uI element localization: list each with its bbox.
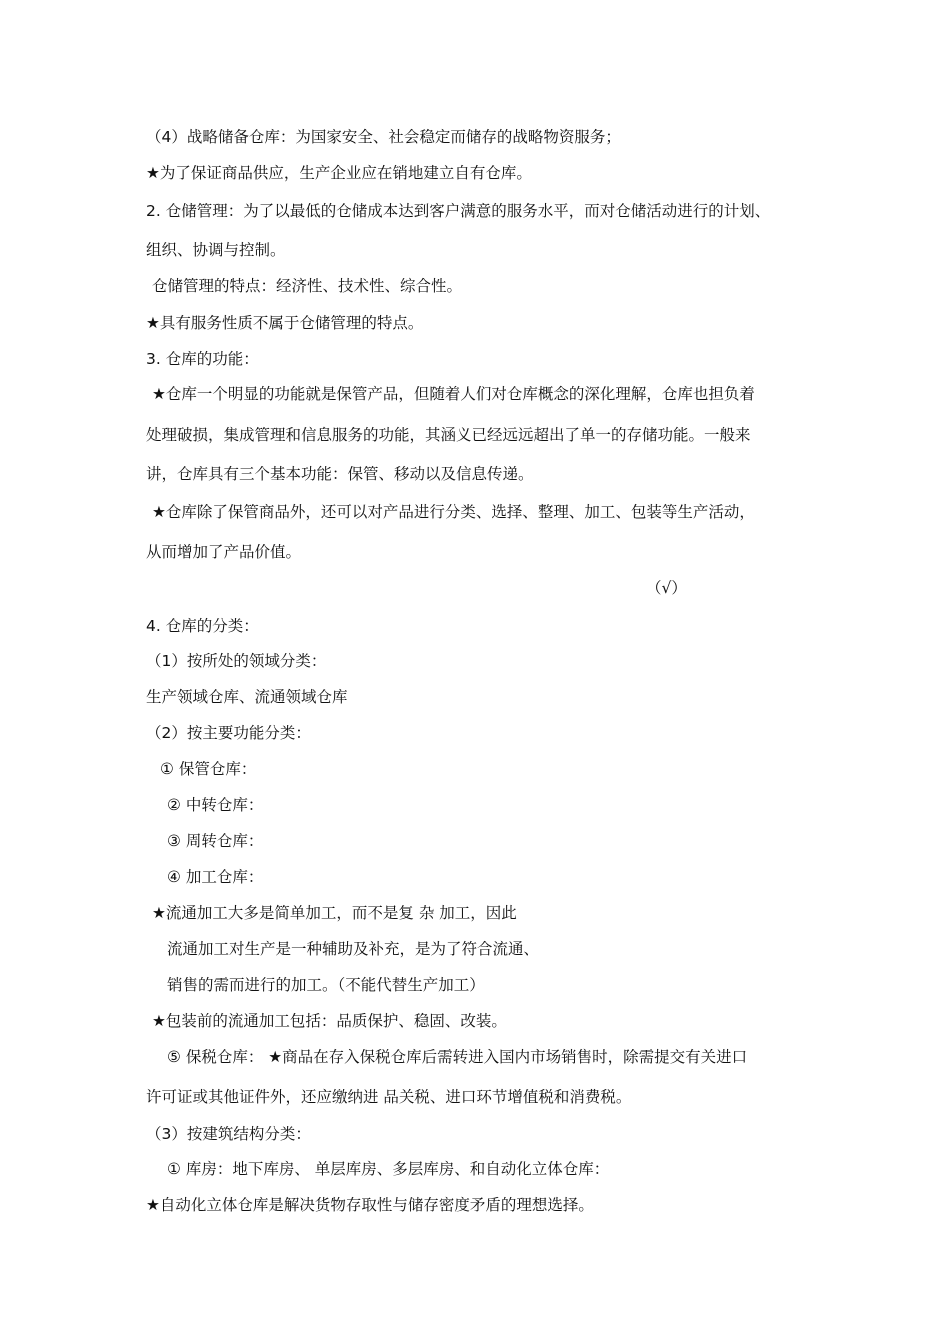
text-line-processing-note-3: 销售的需而进行的加工。（不能代替生产加工） (167, 976, 485, 994)
text-line-value-added-2: 从而增加了产品价值。 (146, 543, 302, 561)
text-line-processing-note-2: 流通加工对生产是一种辅助及补充，是为了符合流通、 (167, 940, 540, 958)
list-item-turnover-warehouse: ③ 周转仓库： (167, 832, 264, 850)
text-line-processing-note-1: ★流通加工大多是简单加工，而不是复 杂 加工，因此 (152, 904, 517, 922)
section-heading-warehouse-classification: 4. 仓库的分类： (146, 617, 259, 635)
answer-mark-check: （√） (646, 579, 687, 597)
text-line-star-supply-note: ★为了保证商品供应，生产企业应在销地建立自有仓库。 (146, 164, 532, 182)
list-item-custody-warehouse: ① 保管仓库： (160, 760, 257, 778)
text-line-star-service-note: ★具有服务性质不属于仓储管理的特点。 (146, 314, 424, 332)
text-line-value-added-1: ★仓库除了保管商品外，还可以对产品进行分类、选择、整理、加工、包装等生产活动， (152, 503, 755, 521)
list-item-processing-warehouse: ④ 加工仓库： (167, 868, 264, 886)
text-line-automated-warehouse-note: ★自动化立体仓库是解决货物存取性与储存密度矛盾的理想选择。 (146, 1196, 594, 1214)
text-line-functions-para-1: ★仓库一个明显的功能就是保管产品，但随着人们对仓库概念的深化理解，仓库也担负着 (152, 385, 755, 403)
text-line-management-features: 仓储管理的特点：经济性、技术性、综合性。 (152, 277, 463, 295)
text-line-storage-management-definition-cont: 组织、协调与控制。 (146, 241, 286, 259)
text-line-domain-types: 生产领域仓库、流通领域仓库 (146, 688, 348, 706)
text-line-packaging-note: ★包装前的流通加工包括：品质保护、稳固、改装。 (152, 1012, 507, 1030)
text-line-storage-management-definition: 2. 仓储管理：为了以最低的仓储成本达到客户满意的服务水平，而对仓储活动进行的计划、 (146, 202, 771, 220)
subheading-by-function: （2）按主要功能分类： (146, 724, 311, 742)
subheading-by-structure: （3）按建筑结构分类： (146, 1125, 311, 1143)
list-item-transfer-warehouse: ② 中转仓库： (167, 796, 264, 814)
text-line-bonded-warehouse-cont: 许可证或其他证件外，还应缴纳进 品关税、进口环节增值税和消费税。 (146, 1088, 632, 1106)
section-heading-warehouse-functions: 3. 仓库的功能： (146, 350, 259, 368)
text-line-strategic-reserve-warehouse: （4）战略储备仓库：为国家安全、社会稳定而储存的战略物资服务； (146, 128, 621, 146)
text-line-functions-para-3: 讲，仓库具有三个基本功能：保管、移动以及信息传递。 (146, 465, 534, 483)
list-item-bonded-warehouse: ⑤ 保税仓库： ★商品在存入保税仓库后需转进入国内市场销售时，除需提交有关进口 (167, 1048, 748, 1066)
list-item-storehouse-types: ① 库房：地下库房、 单层库房、多层库房、和自动化立体仓库： (167, 1160, 610, 1178)
text-line-functions-para-2: 处理破损，集成管理和信息服务的功能，其涵义已经远远超出了单一的存储功能。一般来 (146, 426, 751, 444)
subheading-by-domain: （1）按所处的领域分类： (146, 652, 327, 670)
